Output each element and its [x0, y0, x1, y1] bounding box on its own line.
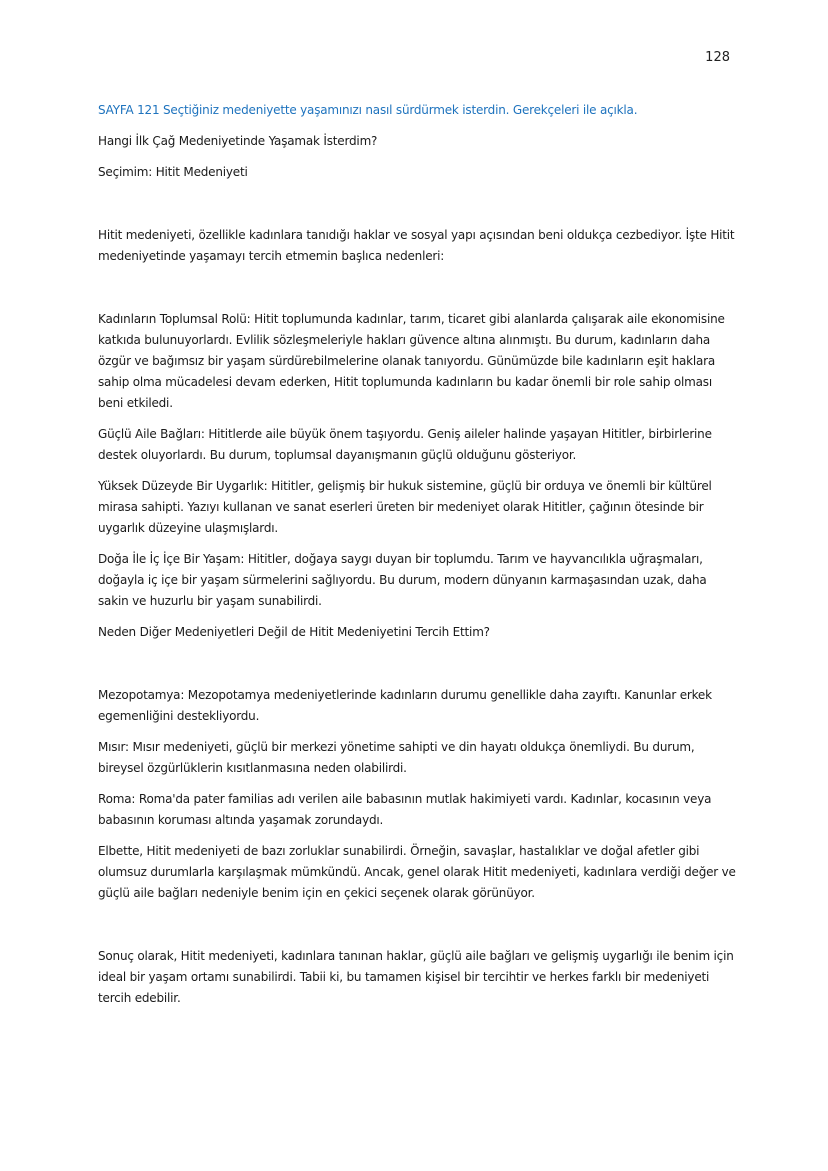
assignment-question: SAYFA 121 Seçtiğiniz medeniyette yaşamınızı nasıl sürdürmek isterdin. Gerekçeleri ile açıkla. — [98, 103, 638, 117]
comparison-paragraph: Mısır: Mısır medeniyeti, güçlü bir merkezi yönetime sahipti ve din hayatı oldukça önemliydi. Bu durum, bireysel özgürlüklerin kısıtlanmasına neden olabilirdi. — [98, 740, 695, 775]
section-heading-comparison: Neden Diğer Medeniyetleri Değil de Hitit Medeniyetini Tercih Ettim? — [98, 625, 490, 639]
page-number: 128 — [705, 50, 730, 65]
comparison-paragraph: Mezopotamya: Mezopotamya medeniyetlerinde kadınların durumu genellikle daha zayıftı. Kanunlar erkek egemenliğini destekliyordu. — [98, 688, 712, 723]
reason-paragraph: Kadınların Toplumsal Rolü: Hitit toplumunda kadınlar, tarım, ticaret gibi alanlarda çalışarak aile ekonomisine katkıda bulunuyorlardı. Evlilik sözleşmeleriyle hakları güvence altına alınmıştı. Bu durum, kadınların daha özgür ve bağımsız bir yaşam sürdürebilmelerine olanak tanıyordu. Günümüzde bile kadınların eşit haklara sahip olma mücadelesi devam ederken, Hitit toplumunda kadınların bu kadar önemli bir role sahip olması beni etkiledi. — [98, 312, 725, 410]
section-heading-choice: Hangi İlk Çağ Medeniyetinde Yaşamak İsterdim? — [98, 134, 378, 148]
comparison-paragraph: Elbette, Hitit medeniyeti de bazı zorluklar sunabilirdi. Örneğin, savaşlar, hastalıklar ve doğal afetler gibi olumsuz durumlarla karşılaşmak mümkündü. Ancak, genel olarak Hitit medeniyeti, kadınlara verdiği değer ve güçlü aile bağları nedeniyle benim için en çekici seçenek olarak görünüyor. — [98, 844, 736, 900]
comparison-paragraph: Roma: Roma'da pater familias adı verilen aile babasının mutlak hakimiyeti vardı. Kadınlar, kocasının veya babasının koruması altında yaşamak zorundaydı. — [98, 792, 712, 827]
reason-paragraph: Yüksek Düzeyde Bir Uygarlık: Hititler, gelişmiş bir hukuk sistemine, güçlü bir orduya ve önemli bir kültürel mirasa sahipti. Yazıyı kullanan ve sanat eserleri üreten bir medeniyet olarak Hititler, çağının ötesinde bir uygarlık düzeyine ulaşmışlardı. — [98, 479, 712, 535]
reason-paragraph: Güçlü Aile Bağları: Hititlerde aile büyük önem taşıyordu. Geniş aileler halinde yaşayan Hititler, birbirlerine destek oluyorlardı. Bu durum, toplumsal dayanışmanın güçlü olduğunu gösteriyor. — [98, 427, 712, 462]
choice-statement: Seçimim: Hitit Medeniyeti — [98, 165, 248, 179]
reason-paragraph: Doğa İle İç İçe Bir Yaşam: Hititler, doğaya saygı duyan bir toplumdu. Tarım ve hayvancılıkla uğraşmaları, doğayla iç içe bir yaşam sürmelerini sağlıyordu. Bu durum, modern dünyanın karmaşasından uzak, daha sakin ve huzurlu bir yaşam sunabilirdi. — [98, 552, 707, 608]
conclusion-paragraph: Sonuç olarak, Hitit medeniyeti, kadınlara tanınan haklar, güçlü aile bağları ve gelişmiş uygarlığı ile benim için ideal bir yaşam ortamı sunabilirdi. Tabii ki, bu tamamen kişisel bir tercihtir ve herkes farklı bir medeniyeti tercih edebilir. — [98, 949, 734, 1005]
document-body — [98, 100, 738, 1019]
intro-paragraph: Hitit medeniyeti, özellikle kadınlara tanıdığı haklar ve sosyal yapı açısından beni oldukça cezbediyor. İşte Hitit medeniyetinde yaşamayı tercih etmemin başlıca nedenleri: — [98, 228, 735, 263]
